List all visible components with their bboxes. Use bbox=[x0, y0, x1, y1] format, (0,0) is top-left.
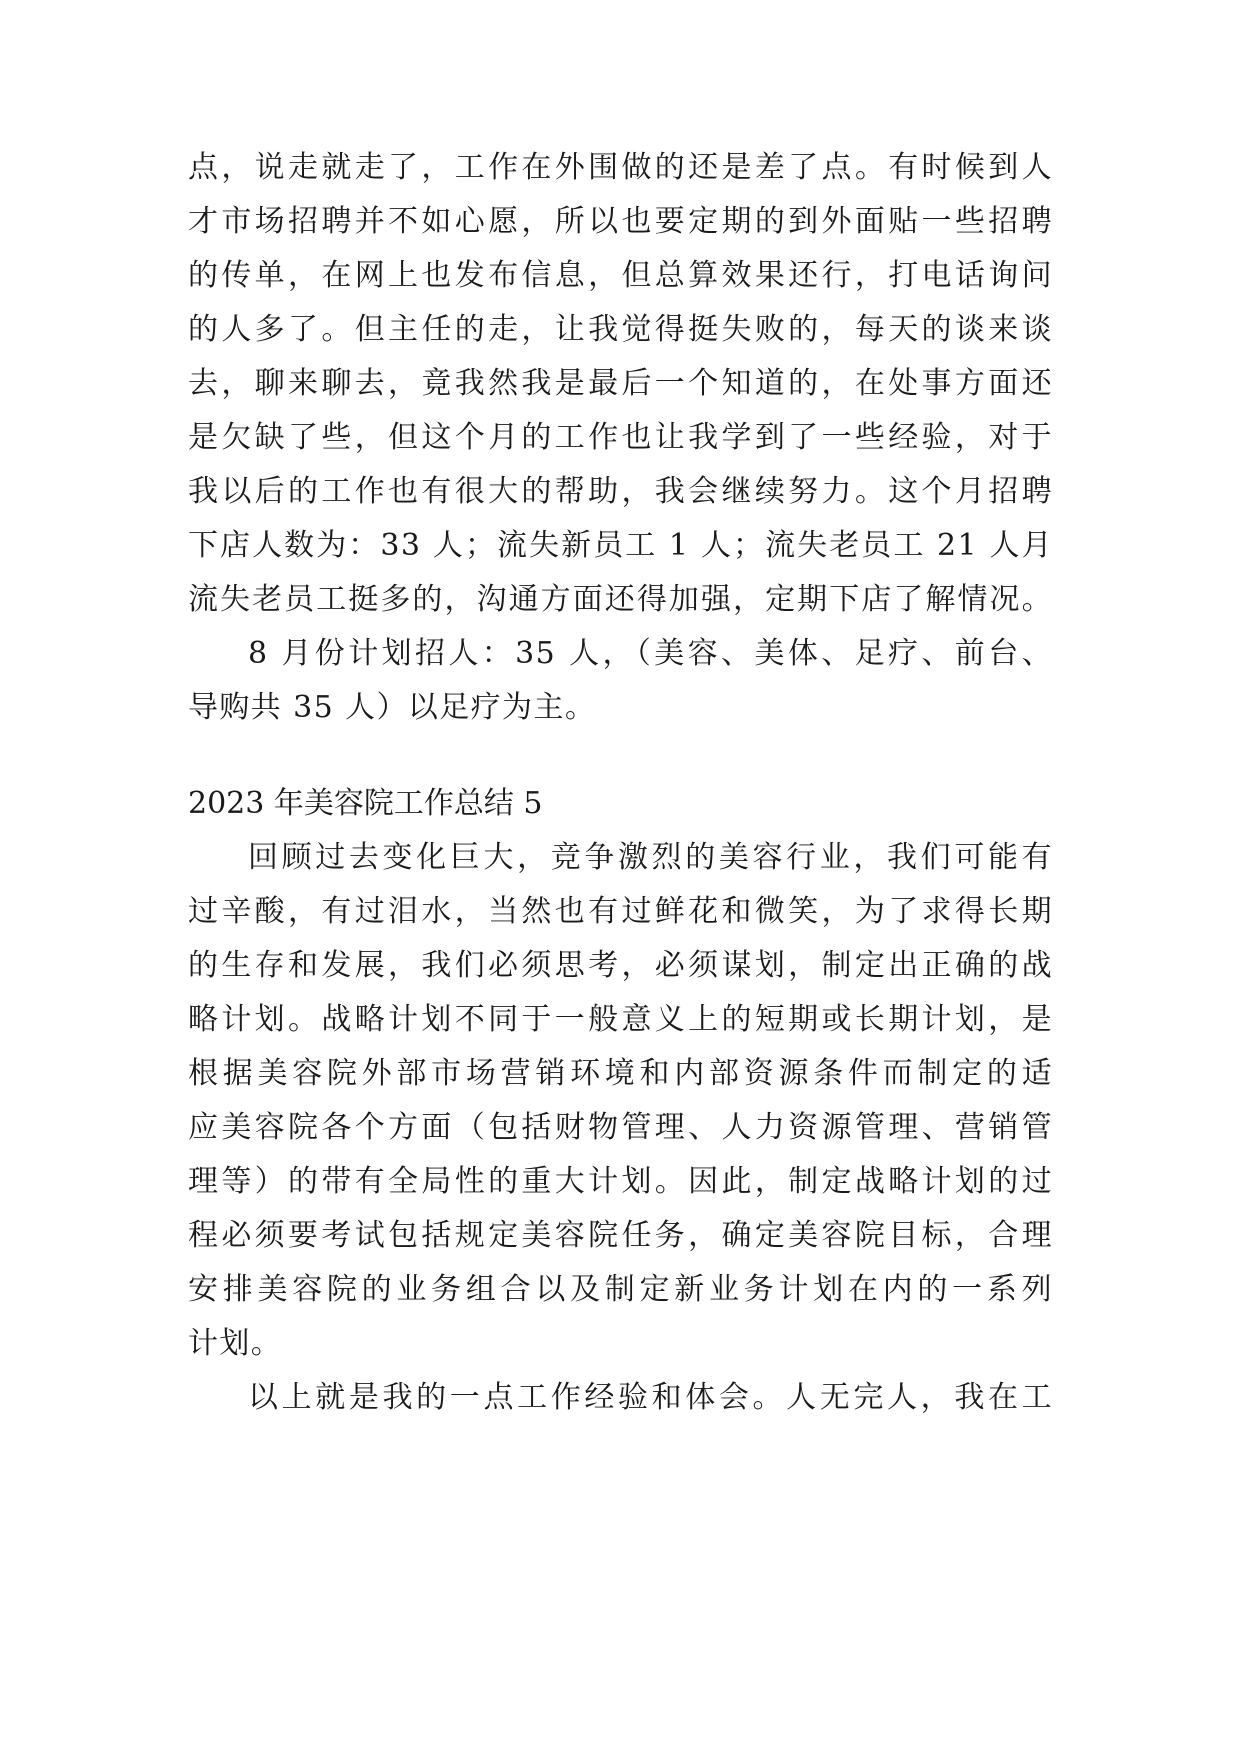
section-heading: 2023 年美容院工作总结 5 bbox=[188, 786, 543, 821]
paragraph-line: 应美容院各个方面（包括财物管理、人力资源管理、营销管 bbox=[188, 1110, 1053, 1145]
paragraph-line: 理等）的带有全局性的重大计划。因此，制定战略计划的过 bbox=[188, 1164, 1053, 1199]
plan-line: 导购共 35 人）以足疗为主。 bbox=[188, 690, 597, 725]
paragraph-line: 下店人数为：33 人；流失新员工 1 人；流失老员工 21 人月 bbox=[188, 528, 1053, 563]
paragraph-line: 才市场招聘并不如心愿，所以也要定期的到外面贴一些招聘 bbox=[188, 204, 1053, 239]
closing-line: 以上就是我的一点工作经验和体会。人无完人，我在工 bbox=[248, 1380, 1053, 1415]
paragraph-line: 计划。 bbox=[188, 1326, 283, 1361]
paragraph-line: 的传单，在网上也发布信息，但总算效果还行，打电话询问 bbox=[188, 258, 1053, 293]
paragraph-line: 去，聊来聊去，竟我然我是最后一个知道的，在处事方面还 bbox=[188, 366, 1053, 401]
paragraph-line: 流失老员工挺多的，沟通方面还得加强，定期下店了解情况。 bbox=[188, 582, 1053, 617]
paragraph-line: 点，说走就走了，工作在外围做的还是差了点。有时候到人 bbox=[188, 150, 1053, 185]
paragraph-line: 是欠缺了些，但这个月的工作也让我学到了一些经验，对于 bbox=[188, 420, 1053, 455]
paragraph-line: 安排美容院的业务组合以及制定新业务计划在内的一系列 bbox=[188, 1272, 1053, 1307]
paragraph-line: 略计划。战略计划不同于一般意义上的短期或长期计划，是 bbox=[188, 1002, 1053, 1037]
paragraph-line: 的生存和发展，我们必须思考，必须谋划，制定出正确的战 bbox=[188, 948, 1053, 983]
paragraph-line: 回顾过去变化巨大，竞争激烈的美容行业，我们可能有 bbox=[248, 840, 1053, 875]
paragraph-line: 根据美容院外部市场营销环境和内部资源条件而制定的适 bbox=[188, 1056, 1053, 1091]
paragraph-line: 的人多了。但主任的走，让我觉得挺失败的，每天的谈来谈 bbox=[188, 312, 1053, 347]
paragraph-line: 我以后的工作也有很大的帮助，我会继续努力。这个月招聘 bbox=[188, 474, 1053, 509]
plan-line: 8 月份计划招人：35 人，（美容、美体、足疗、前台、 bbox=[248, 636, 1053, 671]
paragraph-line: 程必须要考试包括规定美容院任务，确定美容院目标，合理 bbox=[188, 1218, 1053, 1253]
paragraph-line: 过辛酸，有过泪水，当然也有过鲜花和微笑，为了求得长期 bbox=[188, 894, 1053, 929]
